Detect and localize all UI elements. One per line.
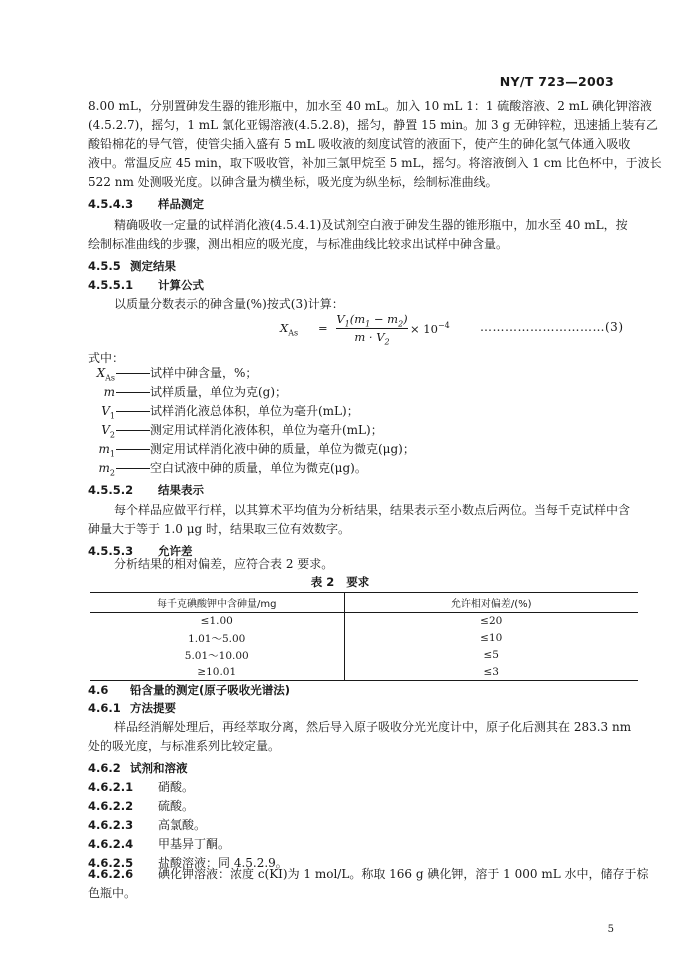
reagent-text: 硝酸。 [158,780,195,794]
reagent-item [88,866,649,882]
section-title: 铅含量的测定(原子吸收光谱法) [130,683,291,697]
reagent-text: 盐酸溶液：同 4.5.2.9。 [158,856,288,870]
paragraph-line: 8.00 mL，分别置砷发生器的锥形瓶中，加水至 40 mL。加入 10 mL 1：1 硫酸溶液、2 mL 碘化钾溶液 [88,99,652,113]
symbol: $V_1$ [101,404,115,421]
where-label: 式中： [88,351,125,365]
symbol: $X_{As}$ [96,366,115,383]
table-title: 要求 [346,575,370,589]
symbol-description: 测定用试样消化液体积，单位为毫升(mL)； [150,423,383,437]
symbol: $m_2$ [98,461,115,478]
section-number: 4.5.5 [88,259,121,273]
section-title: 结果表示 [158,483,204,497]
formula-intro: 以质量分数表示的砷含量(%)按式(3)计算： [114,297,344,311]
equation-number: …………………………(3) [480,320,624,334]
section-heading-4-5-4-3 [88,196,204,212]
table-cell: ≤3 [344,664,638,681]
formula-factor: × $10^{-4}$ [410,321,450,336]
symbol: $V_2$ [101,423,115,440]
table-caption [0,574,680,590]
reagent-number: 4.6.2.2 [88,799,134,813]
paragraph-line: 522 nm 处测吸光度。以砷含量为横坐标，吸光度为纵坐标，绘制标准曲线。 [88,175,498,189]
section-heading-4-5-5 [88,258,176,274]
reagent-text: 硫酸。 [158,799,195,813]
table-cell: ≥10.01 [90,664,344,681]
formula-fraction [336,312,408,345]
table-cell: 5.01～10.00 [90,647,344,664]
paragraph-line: 分析结果的相对偏差，应符合表 2 要求。 [114,557,334,571]
em-dash-rule [116,392,150,393]
section-title: 方法提要 [130,701,176,715]
reagent-text: 高氯酸。 [158,818,207,832]
table-cell: 1.01～5.00 [90,630,344,647]
reagent-number: 4.6.2.1 [88,780,134,794]
reagent-number: 4.6.2.4 [88,837,134,851]
symbol-definition [93,460,367,481]
paragraph-line: 色瓶中。 [88,886,137,900]
section-number: 4.6.1 [88,701,121,715]
table-row [90,613,638,630]
paragraph-line: 处的吸光度，与标准系列比较定量。 [88,739,281,753]
paragraph-line: (4.5.2.7)，摇匀，1 mL 氯化亚锡溶液(4.5.2.8)，摇匀，静置 15 min。加 3 g 无砷锌粒，迅速插上装有乙 [88,118,658,132]
table-header-cell: 允许相对偏差/(%) [344,593,638,613]
symbol-description: 试样中砷含量，%； [150,366,258,380]
formula-equals: = [318,321,328,335]
section-number: 4.6.2 [88,761,121,775]
section-number: 4.5.5.3 [88,544,134,558]
em-dash-rule [116,411,150,412]
standard-code: NY/T 723—2003 [499,74,614,89]
table-cell: ≤10 [480,632,503,644]
paragraph-line: 酸铅棉花的导气管，使管尖插入盛有 5 mL 吸收液的刻度试管的液面下，使产生的砷化氢气体通入吸收 [88,137,631,151]
reagent-text: 甲基异丁酮。 [158,837,231,851]
formula-3 [280,312,450,347]
em-dash-rule [116,468,150,469]
reagent-number: 4.6.2.3 [88,818,134,832]
table-cell: ≤5 [483,649,499,661]
symbol-description: 测定用试样消化液中砷的质量，单位为微克(μg)； [150,442,415,456]
paragraph-line: 液中。常温反应 45 min，取下吸收管，补加三氯甲烷至 5 mL，摇匀。将溶液倒入 1 cm 比色杯中，于波长 [88,156,662,170]
symbol-description: 试样质量，单位为克(g)； [150,385,288,399]
reagent-text: 碘化钾溶液：浓度 c(KI)为 1 mol/L。称取 166 g 碘化钾，溶于 1 000 mL 水中，储存于棕 [158,867,649,881]
section-title: 测定结果 [130,259,176,273]
section-number: 4.5.5.1 [88,278,134,292]
reagent-item [88,798,194,814]
formula-numerator: $V_1(m_1 - m_2)$ [336,312,408,329]
symbol: m [103,385,115,399]
section-heading-4-6 [88,682,290,698]
section-heading-4-5-5-1 [88,277,204,293]
table-row [90,664,638,681]
table-cell: ≤20 [480,615,503,628]
section-number: 4.5.4.3 [88,197,134,211]
formula-denominator: $m \cdot V_2$ [354,330,390,347]
paragraph-line: 砷量大于等于 1.0 μg 时，结果取三位有效数字。 [88,522,351,536]
section-heading-4-5-5-2 [88,482,204,498]
reagent-item [88,836,230,852]
table-row [90,647,638,664]
paragraph-line: 绘制标准曲线的步骤，测出相应的吸光度，与标准曲线比较求出试样中砷含量。 [88,237,509,251]
formula-lhs: $X_{As}$ [280,321,299,338]
symbol: $m_1$ [98,442,115,459]
section-heading-4-6-1 [88,700,176,716]
section-heading-4-6-2 [88,760,188,776]
page-number: 5 [607,924,614,935]
reagent-item [88,817,206,833]
em-dash-rule [116,449,150,450]
symbol-description: 空白试液中砷的质量，单位为微克(μg)。 [150,461,367,475]
reagent-number: 4.6.2.6 [88,867,134,881]
table-row [90,630,638,647]
table-number: 表 2 [310,575,335,589]
em-dash-rule [116,373,150,374]
table-header-row [90,593,638,613]
reagent-item [88,779,194,795]
table-header-cell: 每千克碘酸钾中含砷量/mg [90,593,344,613]
reagent-number: 4.6.2.5 [88,856,134,870]
section-number: 4.6 [88,683,109,697]
paragraph-line: 每个样品应做平行样，以其算术平均值为分析结果，结果表示至小数点后两位。当每千克试样中含 [114,503,631,517]
section-title: 试剂和溶液 [130,761,188,775]
section-number: 4.5.5.2 [88,483,134,497]
symbol-description: 试样消化液总体积，单位为毫升(mL)； [150,404,359,418]
em-dash-rule [116,430,150,431]
paragraph-line: 样品经消解处理后，再经萃取分离，然后导入原子吸收分光光度计中，原子化后测其在 283.3 nm [114,720,632,734]
paragraph-line: 精确吸收一定量的试样消化液(4.5.4.1)及试剂空白液于砷发生器的锥形瓶中，加水至 40 mL，按 [114,218,628,232]
section-title: 允许差 [158,544,193,558]
table-cell: ≤1.00 [90,613,344,630]
requirements-table [90,592,638,681]
section-title: 样品测定 [158,197,204,211]
section-title: 计算公式 [158,278,204,292]
